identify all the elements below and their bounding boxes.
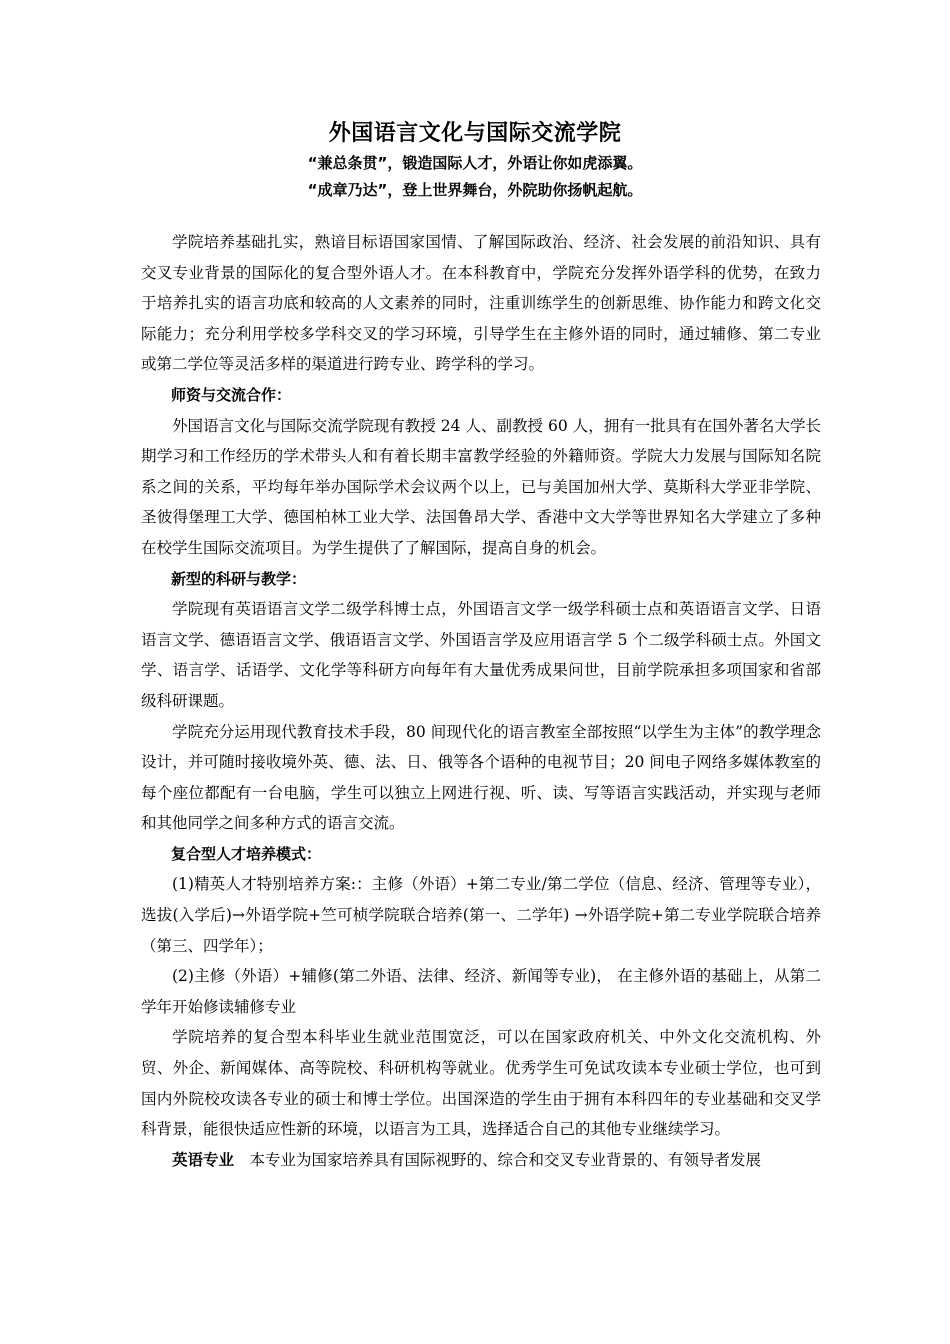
training-paragraph-3: 学院培养的复合型本科毕业生就业范围宽泛，可以在国家政府机关、中外文化交流机构、外贸、外企、新闻媒体、高等院校、科研机构等就业。优秀学生可免试攻读本专业硕士学位，也可到国内外院校攻读各专业的硕士和博士学位。出国深造的学生由于拥有本科四年的专业基础和交叉学科背景，能很快适应性新的环境，以语言为工具，选择适合自己的其他专业继续学习。 xyxy=(141,1028,821,1139)
english-major-paragraph xyxy=(141,1145,821,1176)
english-major-text: 本专业为国家培养具有国际视野的、综合和交叉专业背景的、有领导者发展 xyxy=(249,1150,762,1169)
section-heading-research: 新型的科研与教学： xyxy=(171,569,307,588)
document-header xyxy=(0,118,950,204)
section-heading-faculty: 师资与交流合作： xyxy=(171,385,292,404)
section-heading-training: 复合型人才培养模式： xyxy=(171,844,322,863)
english-major-label: 英语专业 xyxy=(172,1150,235,1169)
faculty-paragraph: 外国语言文化与国际交流学院现有教授 24 人、副教授 60 人，拥有一批具有在国外著名大学长期学习和工作经历的学术带头人和有着长期丰富教学经验的外籍师资。学院大力发展与国际知名院系之间的关系，平均每年举办国际学术会议两个以上，已与美国加州大学、莫斯科大学亚非学院、圣彼得堡理工大学、德国柏林工业大学、法国鲁昂大学、香港中文大学等世界知名大学建立了多种在校学生国际交流项目。为学生提供了了解国际，提高自身的机会。 xyxy=(141,416,821,557)
training-paragraph-2: (2)主修（外语）+辅修(第二外语、法律、经济、新闻等专业)， 在主修外语的基础上，从第二学年开始修读辅修专业 xyxy=(141,967,821,1016)
document-body xyxy=(141,227,821,1175)
training-paragraph-1: (1)精英人才特别培养方案:：主修（外语）+第二专业/第二学位（信息、经济、管理等专业），选拔(入学后)→外语学院+竺可桢学院联合培养(第一、二学年) →外语学院+第二专业学院联合培养（第三、四学年）； xyxy=(141,875,821,955)
intro-paragraph: 学院培养基础扎实，熟谙目标语国家国情、了解国际政治、经济、社会发展的前沿知识、具有交叉专业背景的国际化的复合型外语人才。在本科教育中，学院充分发挥外语学科的优势，在致力于培养扎实的语言功底和较高的人文素养的同时，注重训练学生的创新思维、协作能力和跨文化交际能力；充分利用学校多学科交叉的学习环境，引导学生在主修外语的同时，通过辅修、第二专业或第二学位等灵活多样的渠道进行跨专业、跨学科的学习。 xyxy=(141,233,821,374)
research-paragraph-1: 学院现有英语语言文学二级学科博士点，外国语言文学一级学科硕士点和英语语言文学、日语语言文学、德语语言文学、俄语语言文学、外国语言学及应用语言学 5 个二级学科硕士点。外国文学、语言学、话语学、文化学等科研方向每年有大量优秀成果问世，目前学院承担多项国家和省部级科研课题。 xyxy=(141,600,821,710)
slogan-line-1: “兼总条贯”，锻造国际人才，外语让你如虎添翼。 xyxy=(307,154,643,172)
slogan-line-2: “成章乃达”，登上世界舞台，外院助你扬帆起航。 xyxy=(307,181,643,199)
research-paragraph-2: 学院充分运用现代教育技术手段，80 间现代化的语言教室全部按照“以学生为主体”的教学理念设计，并可随时接收境外英、德、法、日、俄等各个语种的电视节目；20 间电子网络多媒体教室的每个座位都配有一台电脑，学生可以独立上网进行视、听、读、写等语言实践活动，并实现与老师和其他同学之间多种方式的语言交流。 xyxy=(141,722,821,833)
page-title: 外国语言文化与国际交流学院 xyxy=(328,121,622,146)
